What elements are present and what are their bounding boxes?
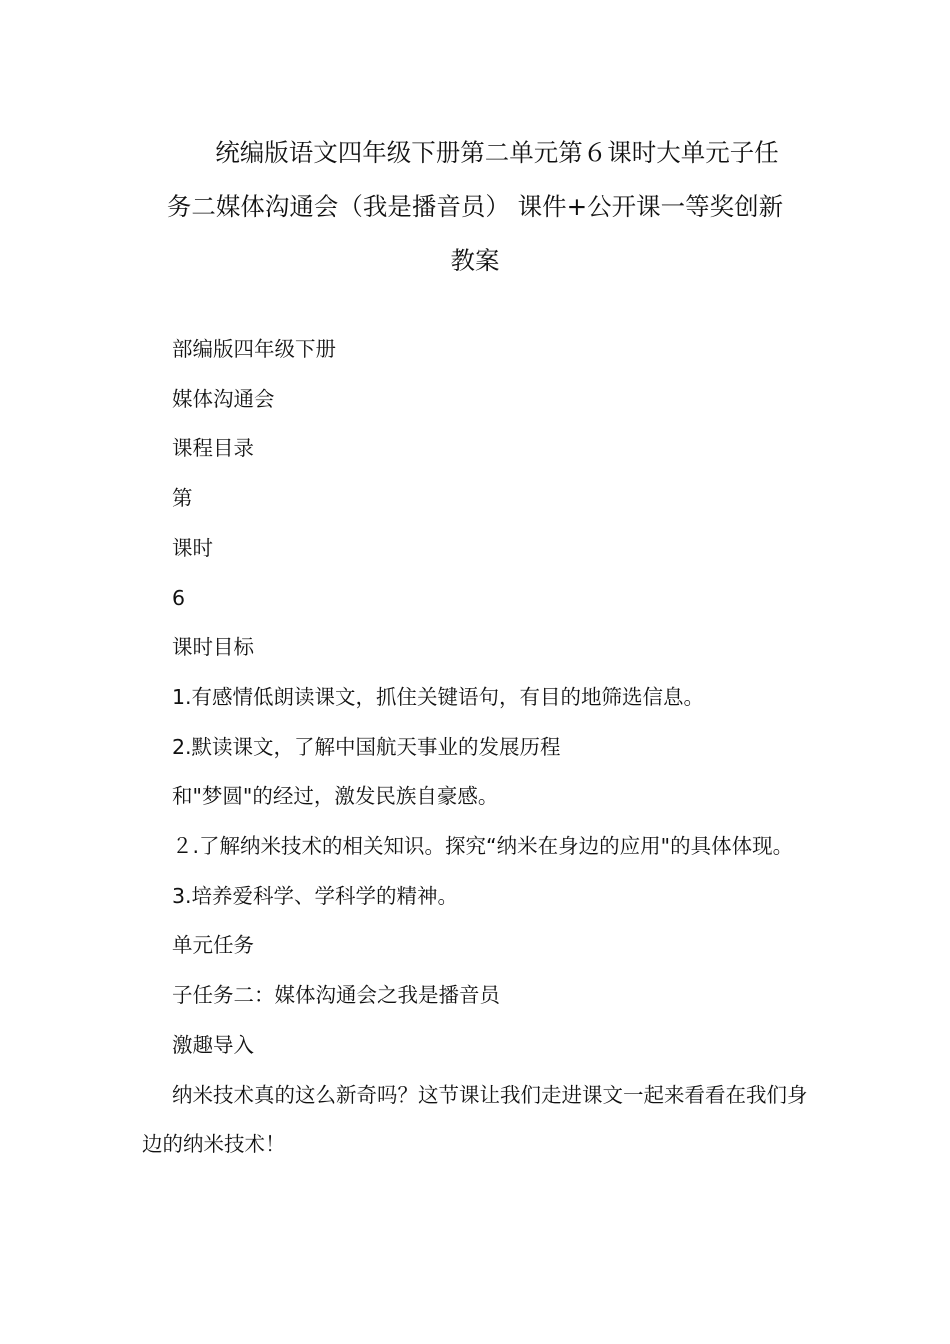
title-line-3: 教案 <box>450 246 500 275</box>
paragraph-objectives-heading: 课时目标 <box>172 635 254 660</box>
paragraph-objective-1: 1.有感情低朗读课文，抓住关键语句，有目的地筛选信息。 <box>172 684 705 709</box>
paragraph-objective-2: 2.默读课文，了解中国航天事业的发展历程 <box>172 734 561 759</box>
title-line-2: 务二媒体沟通会（我是播音员） 课件+公开课一等奖创新 <box>166 192 784 221</box>
paragraph-edition: 部编版四年级下册 <box>172 337 336 361</box>
paragraph-topic: 媒体沟通会 <box>172 386 275 411</box>
paragraph-objective-nano: ２.了解纳米技术的相关知识。探究“纳米在身边的应用"的具体体现。 <box>172 834 794 859</box>
paragraph-subtask: 子任务二：媒体沟通会之我是播音员 <box>172 983 500 1008</box>
document-body <box>142 325 814 1170</box>
paragraph-course-catalog: 课程目录 <box>172 436 254 461</box>
paragraph-objective-2-cont: 和"梦圆"的经过，激发民族自豪感。 <box>172 784 499 809</box>
paragraph-unit-task: 单元任务 <box>172 933 254 958</box>
document-title <box>140 126 810 288</box>
paragraph-intro-heading: 激趣导入 <box>172 1032 254 1057</box>
paragraph-lesson-number: 6 <box>172 585 186 610</box>
paragraph-objective-3: 3.培养爱科学、学科学的精神。 <box>172 883 459 908</box>
title-line-1: 统编版语文四年级下册第二单元第６课时大单元子任 <box>215 138 779 167</box>
paragraph-keshi: 课时 <box>172 535 213 560</box>
paragraph-intro-text: 纳米技术真的这么新奇吗？这节课让我们走进课文一起来看看在我们身边的纳米技术！ <box>142 1082 808 1157</box>
paragraph-di: 第 <box>172 486 193 511</box>
